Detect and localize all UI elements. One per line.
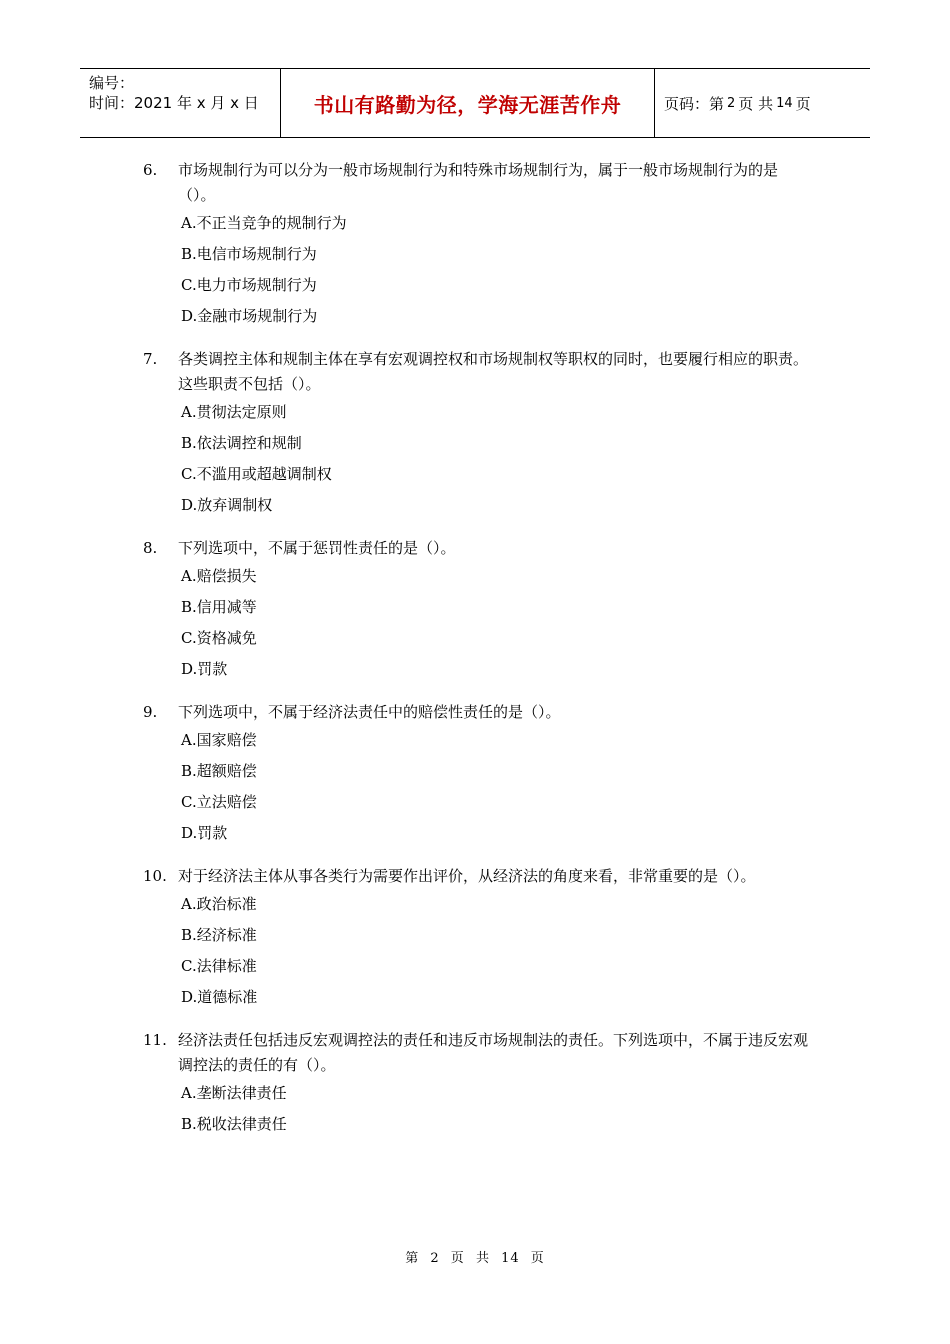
question-stem: 下列选项中，不属于惩罚性责任的是（）。 [178, 539, 456, 557]
page-mid: 页 共 [738, 94, 774, 113]
page-label: 页码：第 [664, 94, 725, 113]
question-10 [0, 864, 950, 1013]
question-list [0, 158, 950, 1155]
footer-page: 2 [430, 1251, 440, 1266]
question-number: 7. [143, 350, 158, 368]
question-stem: 市场规制行为可以分为一般市场规制行为和特殊市场规制行为，属于一般市场规制行为的是（）。 [178, 161, 779, 204]
page-number: 2 [727, 95, 736, 111]
option-d: D.道德标准 [181, 988, 258, 1006]
question-6 [0, 158, 950, 332]
header-motto-cell [281, 69, 655, 137]
option-d: D.金融市场规制行为 [181, 307, 318, 325]
question-stem: 经济法责任包括违反宏观调控法的责任和违反市场规制法的责任。下列选项中，不属于违反宏观调控法的责任的有（）。 [178, 1031, 809, 1074]
option-b: B.超额赔偿 [181, 762, 257, 780]
option-b: B.信用减等 [181, 598, 257, 616]
option-b: B.电信市场规制行为 [181, 245, 317, 263]
footer-di: 第 [405, 1251, 420, 1266]
footer-gong: 共 [475, 1251, 490, 1266]
option-a: A.贯彻法定原则 [181, 403, 287, 421]
question-number: 10. [143, 867, 167, 885]
option-c: C.不滥用或超越调制权 [181, 465, 332, 483]
page-header [80, 68, 870, 138]
question-number: 11. [143, 1031, 167, 1049]
question-9 [0, 700, 950, 849]
option-b: B.依法调控和规制 [181, 434, 302, 452]
option-d: D.放弃调制权 [181, 496, 273, 514]
option-a: A.政治标准 [181, 895, 257, 913]
option-d: D.罚款 [181, 824, 228, 842]
option-c: C.资格减免 [181, 629, 257, 647]
footer-ye: 页 [450, 1251, 465, 1266]
header-meta [80, 69, 281, 137]
option-a: A.垄断法律责任 [181, 1084, 287, 1102]
option-c: C.法律标准 [181, 957, 257, 975]
option-c: C.立法赔偿 [181, 793, 257, 811]
question-7 [0, 347, 950, 521]
question-stem: 各类调控主体和规制主体在享有宏观调控权和市场规制权等职权的同时，也要履行相应的职责。这些职责不包括（）。 [178, 350, 809, 393]
option-a: A.赔偿损失 [181, 567, 257, 585]
question-stem: 对于经济法主体从事各类行为需要作出评价，从经济法的角度来看，非常重要的是（）。 [178, 867, 756, 885]
motto: 书山有路勤为径，学海无涯苦作舟 [313, 92, 622, 117]
option-b: B.经济标准 [181, 926, 257, 944]
footer-ye2: 页 [530, 1251, 545, 1266]
header-page-info [655, 69, 870, 137]
question-number: 8. [143, 539, 158, 557]
option-d: D.罚款 [181, 660, 228, 678]
question-stem: 下列选项中，不属于经济法责任中的赔偿性责任的是（）。 [178, 703, 561, 721]
page-end: 页 [795, 94, 811, 113]
option-a: A.不正当竞争的规制行为 [181, 214, 347, 232]
option-b: B.税收法律责任 [181, 1115, 287, 1133]
question-number: 9. [143, 703, 158, 721]
question-number: 6. [143, 161, 158, 179]
time-label: 时间：2021 年 x 月 x 日 [89, 94, 259, 112]
option-a: A.国家赔偿 [181, 731, 257, 749]
page-total: 14 [776, 95, 793, 111]
footer-total: 14 [501, 1251, 520, 1266]
option-c: C.电力市场规制行为 [181, 276, 317, 294]
page-footer [0, 1247, 950, 1266]
question-8 [0, 536, 950, 685]
question-11 [0, 1028, 950, 1140]
serial-label: 编号： [89, 74, 135, 92]
